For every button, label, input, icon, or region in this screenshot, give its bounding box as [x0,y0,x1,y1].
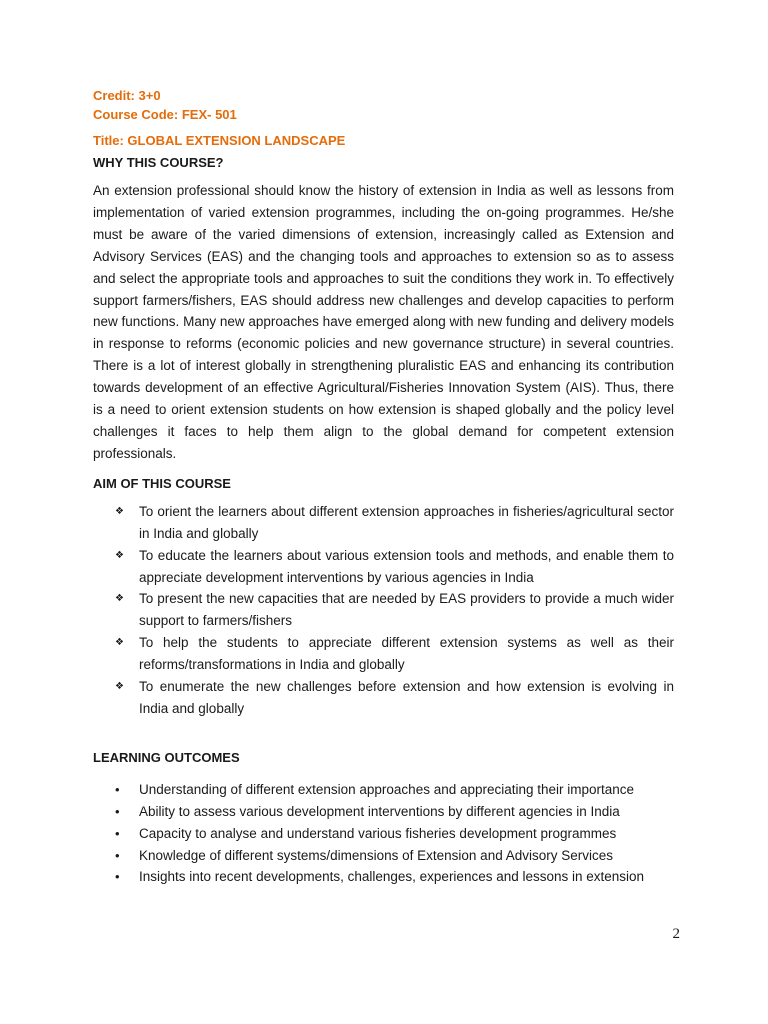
diamond-bullet-icon: ❖ [115,637,124,649]
credit-line: Credit: 3+0 [93,88,161,103]
aim-item-text: To educate the learners about various extension tools and methods, and enable them to appreciate development interventions by various agencies in India [139,547,674,585]
outcome-item [93,866,674,888]
dot-bullet-icon: • [115,781,120,797]
aim-item [93,676,674,720]
aim-item [93,545,674,589]
dot-bullet-icon: • [115,847,120,863]
dot-bullet-icon: • [115,803,120,819]
outcome-item-text: Understanding of different extension approaches and appreciating their importance [139,781,635,797]
aim-list [93,501,674,720]
dot-bullet-icon: • [115,869,120,885]
outcome-item [93,845,674,867]
aim-heading: AIM OF THIS COURSE [93,475,231,491]
aim-item-text: To orient the learners about different extension approaches in fisheries/agricultural sector in India and globally [139,503,674,541]
aim-item-text: To help the students to appreciate different extension systems as well as their reforms/transformations in India and globally [139,635,674,673]
outcome-item [93,801,674,823]
diamond-bullet-icon: ❖ [115,505,124,517]
outcome-item-text: Knowledge of different systems/dimensions of Extension and Advisory Services [139,847,613,863]
page-number: 2 [672,926,680,942]
document-page [93,86,674,888]
aim-item [93,632,674,676]
outcome-item-text: Ability to assess various development interventions by different agencies in India [139,803,620,819]
diamond-bullet-icon: ❖ [115,549,124,561]
outcome-item-text: Capacity to analyse and understand various fisheries development programmes [139,825,617,841]
learning-outcomes-list [93,779,674,889]
outcome-item [93,823,674,845]
aim-item [93,588,674,632]
diamond-bullet-icon: ❖ [115,593,124,605]
course-title: Title: GLOBAL EXTENSION LANDSCAPE [93,133,346,148]
why-heading: WHY THIS COURSE? [93,155,224,170]
why-body: An extension professional should know the history of extension in India as well as lessons from implementation of varied extension programmes, including the on-going programmes. He/she must be aware of the varied dimensions of extension, increasingly called as Extension and Advisory Services (EAS) and the changing tools and approaches to extension so as to assess and select the appropriate tools and approaches to suit the conditions they work in. To effectively support farmers/fishers, EAS should address new challenges and develop capacities to perform new functions. Many new approaches have emerged along with new funding and delivery models in response to reforms (economic policies and new governance structure) in several countries. There is a lot of interest globally in strengthening pluralistic EAS and enhancing its contribution towards development of an effective Agricultural/Fisheries Innovation System (AIS). Thus, there is a need to orient extension students on how extension is shaped globally and the policy level challenges it faces to help them align to the global demand for competent extension professionals. [93,183,674,461]
aim-item-text: To enumerate the new challenges before extension and how extension is evolving in India and globally [139,679,674,716]
aim-item [93,501,674,545]
outcome-item-text: Insights into recent developments, challenges, experiences and lessons in extension [139,869,645,885]
diamond-bullet-icon: ❖ [115,681,124,693]
dot-bullet-icon: • [115,825,120,841]
learning-outcomes-heading: LEARNING OUTCOMES [93,749,240,765]
course-code-line: Course Code: FEX- 501 [93,107,237,122]
outcome-item [93,779,674,801]
aim-item-text: To present the new capacities that are needed by EAS providers to provide a much wider support to farmers/fishers [139,591,674,629]
